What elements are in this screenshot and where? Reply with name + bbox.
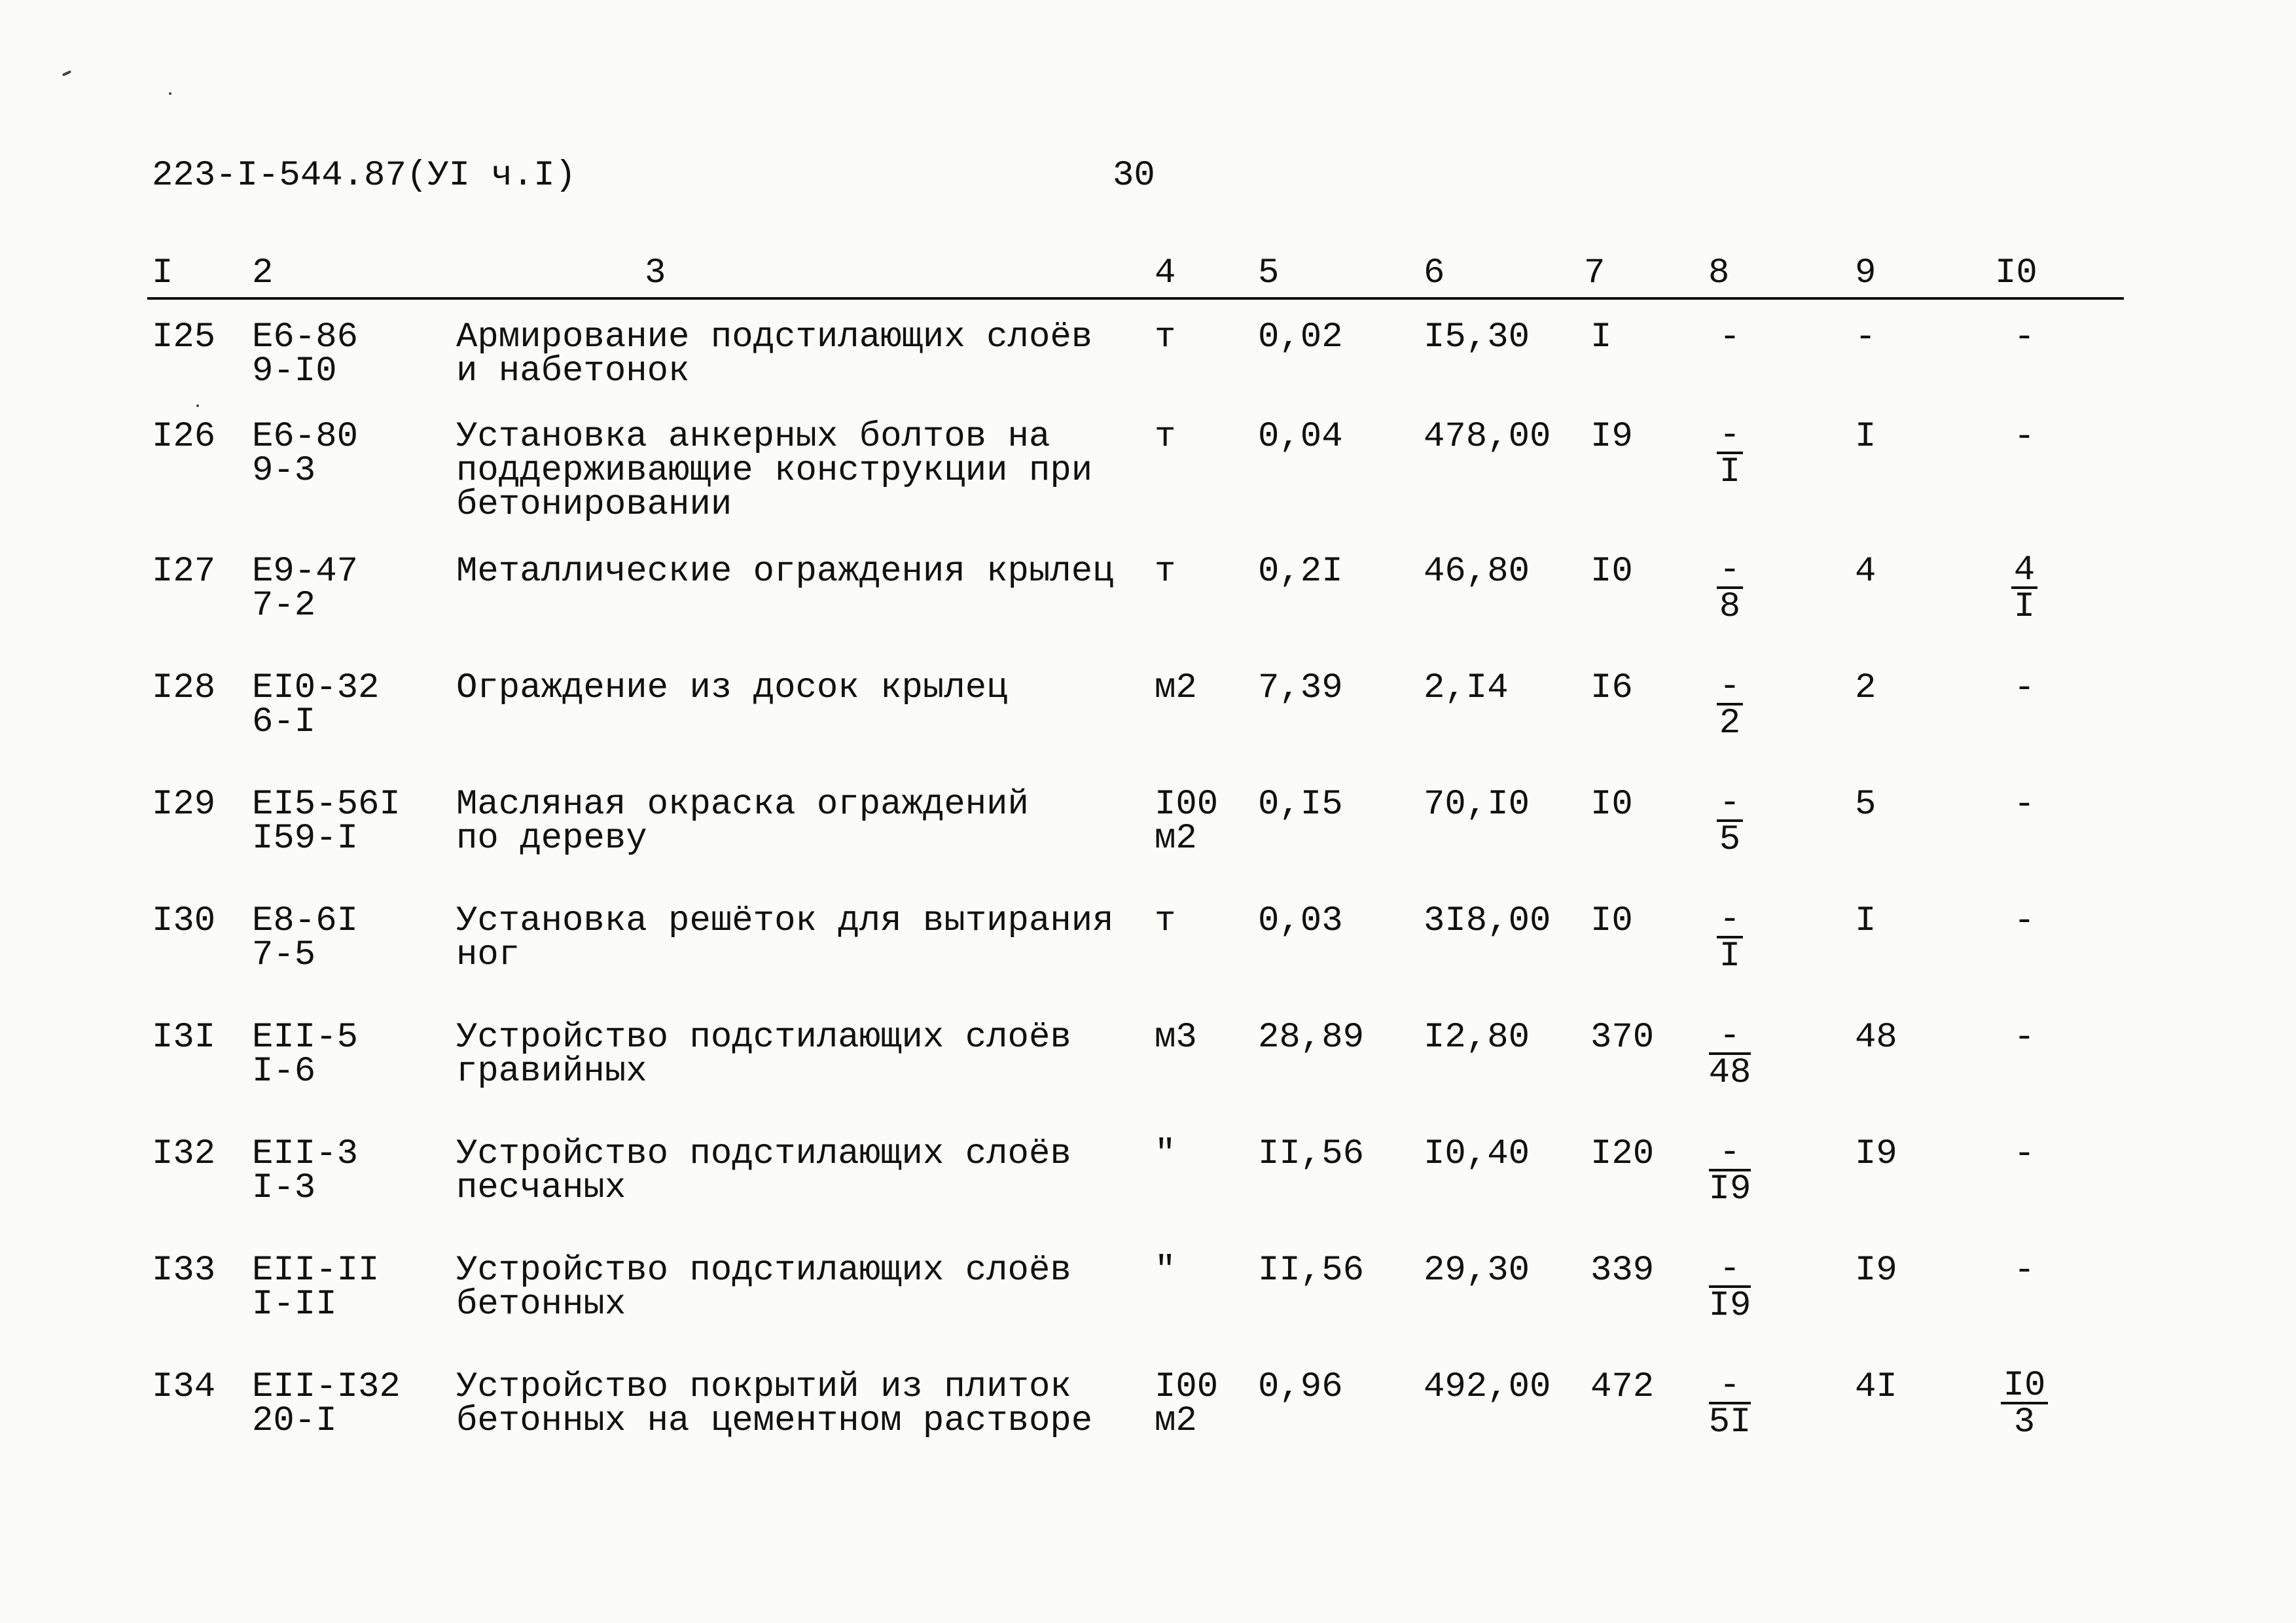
column-header-3: 3 [645,253,666,293]
column-7-value: 370 [1590,1018,1655,1058]
norm-code-line-2: I-6 [252,1052,316,1092]
work-description [456,901,1114,975]
column-10-denominator: I [2013,587,2036,627]
table-row [0,416,2296,531]
row-number: I34 [152,1367,216,1407]
column-header-5: 5 [1258,253,1280,293]
column-8-fraction [1717,416,1743,492]
description-line-3: бетонировании [456,485,732,525]
work-description [456,552,1114,592]
column-header-2: 2 [252,253,274,293]
column-10-value [1995,1251,2054,1291]
norm-code [252,1134,359,1208]
column-10-value [1995,1018,2054,1058]
description-line-2: бетонных на цементном растворе [456,1401,1093,1441]
header-rule [147,297,2124,300]
scan-speck [169,92,171,95]
column-9-value: - [1855,317,1876,357]
column-header-6: 6 [1424,253,1445,293]
column-8-denominator: 48 [1708,1053,1751,1093]
work-description [456,1367,1093,1441]
column-8-fraction [1708,1133,1751,1209]
page-number: 30 [1113,156,1155,196]
column-9-value: I9 [1855,1134,1897,1174]
quantity: 0,04 [1258,417,1343,457]
unit [1155,668,1197,708]
norm-code [252,1251,380,1325]
column-8-value [1700,783,1759,860]
column-10-fraction [2011,317,2037,357]
column-8-fraction [1708,1366,1751,1442]
row-number: I28 [152,668,216,708]
column-8-denominator: I [1719,452,1741,492]
column-header-1: I [152,253,173,293]
column-8-value [1700,1249,1759,1326]
column-10-fraction [2011,417,2037,457]
row-number: I3I [152,1018,216,1058]
unit-price: 478,00 [1424,417,1551,457]
column-7-value: I0 [1590,785,1633,825]
norm-code [252,317,359,391]
unit [1155,417,1176,457]
unit-line-1: т [1155,901,1176,941]
column-8-value [1700,667,1759,743]
unit [1155,1018,1197,1058]
column-10-numerator: - [2013,901,2036,941]
column-8-fraction [1717,783,1743,860]
column-8-fraction [1717,317,1743,357]
description-line-1: Устройство покрытий из плиток [456,1367,1071,1407]
norm-code-line-1: ЕI5-56I [252,785,401,825]
column-10-value [1995,1134,2054,1174]
unit-line-2: м2 [1155,819,1197,859]
norm-code [252,668,380,742]
unit-price: 2,I4 [1424,668,1509,708]
column-8-numerator: - [1709,1137,1751,1171]
column-8-fraction [1708,1249,1751,1326]
unit-price: 3I8,00 [1424,901,1551,941]
column-7-value: I0 [1590,901,1633,941]
column-10-value [1995,668,2054,708]
unit-price: I2,80 [1424,1018,1530,1058]
norm-code-line-1: Е6-86 [252,317,359,357]
table-row [0,1249,2296,1365]
norm-code-line-2: I-3 [252,1168,316,1208]
norm-code [252,552,359,626]
column-10-fraction [2011,1134,2037,1174]
work-description [456,785,1029,859]
quantity: 0,03 [1258,901,1343,941]
column-8-numerator: - [1717,555,1743,589]
row-number: I30 [152,901,216,941]
column-9-value: 5 [1855,785,1876,825]
column-7-value: I0 [1590,552,1633,592]
column-8-value [1700,416,1759,492]
column-9-value: I9 [1855,1251,1897,1291]
column-8-fraction [1717,667,1743,743]
unit [1155,1251,1176,1291]
column-10-value [1995,550,2054,627]
norm-code-line-1: ЕII-3 [252,1134,359,1174]
document-code: 223-I-544.87(УI ч.I) [152,156,577,196]
norm-code [252,901,359,975]
column-8-denominator: 5I [1708,1402,1751,1442]
unit [1155,901,1176,941]
column-9-value: I [1855,901,1876,941]
norm-code [252,1018,359,1092]
work-description [456,417,1093,525]
column-10-fraction [2011,550,2037,627]
unit [1155,317,1176,357]
row-number: I29 [152,785,216,825]
column-10-fraction [2011,901,2037,941]
column-8-value [1700,1016,1759,1093]
unit-price: I5,30 [1424,317,1530,357]
norm-code-line-2: 20-I [252,1401,337,1441]
table-row [0,783,2296,899]
quantity: 0,I5 [1258,785,1343,825]
norm-code [252,417,359,491]
table-row [0,900,2296,1016]
column-8-value [1700,550,1759,627]
description-line-2: по дереву [456,819,647,859]
column-10-numerator: I0 [2001,1370,2049,1404]
column-header-7: 7 [1584,253,1605,293]
column-8-numerator: - [1709,1021,1751,1055]
description-line-2: бетонных [456,1285,626,1325]
column-8-numerator: - [1717,788,1743,822]
norm-code-line-1: Е6-80 [252,417,359,457]
table-row [0,550,2296,666]
row-number: I25 [152,317,216,357]
quantity: 7,39 [1258,668,1343,708]
description-line-1: Металлические ограждения крылец [456,552,1114,592]
column-8-denominator: I9 [1708,1169,1751,1209]
scan-speck [62,70,71,77]
unit-line-1: т [1155,417,1176,457]
quantity: 0,2I [1258,552,1343,592]
column-10-value [1995,901,2054,941]
unit-price: 46,80 [1424,552,1530,592]
column-10-numerator: - [2013,417,2036,457]
column-10-numerator: - [2013,785,2036,825]
column-10-numerator: - [2013,668,2036,708]
description-line-2: гравийных [456,1052,647,1092]
norm-code-line-2: I59-I [252,819,359,859]
column-10-denominator: 3 [2013,1402,2036,1442]
column-8-denominator: 5 [1719,820,1741,860]
column-8-fraction [1708,1016,1751,1093]
column-header-10: I0 [1995,253,2037,293]
work-description [456,1134,1071,1208]
work-description [456,1018,1071,1092]
column-10-fraction [2011,1018,2037,1058]
column-9-value: I [1855,417,1876,457]
description-line-1: Установка решёток для вытирания [456,901,1114,941]
quantity: II,56 [1258,1134,1365,1174]
quantity: 0,96 [1258,1367,1343,1407]
norm-code-line-1: Е9-47 [252,552,359,592]
column-8-value [1700,317,1759,357]
column-8-numerator: - [1717,420,1743,454]
column-10-numerator: - [2013,1134,2036,1174]
column-10-fraction [2011,785,2037,825]
column-7-value: 472 [1590,1367,1655,1407]
description-line-2: и набетонок [456,351,690,391]
description-line-1: Устройство подстилающих слоёв [456,1018,1071,1058]
table-row [0,1016,2296,1132]
unit-line-1: " [1155,1251,1176,1291]
unit-price: I0,40 [1424,1134,1530,1174]
column-10-value [1995,785,2054,825]
unit-price: 29,30 [1424,1251,1530,1291]
column-7-value: I6 [1590,668,1633,708]
column-8-value [1700,1366,1759,1442]
description-line-2: песчаных [456,1168,626,1208]
column-8-fraction [1717,550,1743,627]
column-7-value: 339 [1590,1251,1655,1291]
unit-line-1: м3 [1155,1018,1197,1058]
norm-code-line-1: ЕII-II [252,1251,380,1291]
column-10-numerator: - [2013,1018,2036,1058]
unit [1155,552,1176,592]
column-10-numerator: 4 [2011,555,2037,589]
column-7-value: I9 [1590,417,1633,457]
column-8-denominator: 8 [1719,587,1741,627]
table-row [0,317,2296,432]
description-line-1: Установка анкерных болтов на [456,417,1050,457]
table-row [0,1366,2296,1482]
description-line-2: поддерживающие конструкции при [456,451,1093,491]
description-line-2: ног [456,935,520,975]
norm-code-line-2: 6-I [252,702,316,742]
norm-code-line-2: 9-I0 [252,351,337,391]
norm-code-line-2: I-II [252,1285,337,1325]
description-line-1: Ограждение из досок крылец [456,668,1008,708]
norm-code-line-2: 7-5 [252,935,316,975]
column-10-fraction [2011,1251,2037,1291]
column-8-numerator: - [1719,317,1741,357]
table-row [0,667,2296,783]
row-number: I26 [152,417,216,457]
column-10-value [1995,317,2054,357]
quantity: II,56 [1258,1251,1365,1291]
row-number: I33 [152,1251,216,1291]
unit-line-1: I00 [1155,1367,1219,1407]
norm-code-line-1: ЕII-5 [252,1018,359,1058]
description-line-1: Устройство подстилающих слоёв [456,1134,1071,1174]
column-8-denominator: I9 [1708,1286,1751,1326]
unit [1155,785,1219,859]
column-header-8: 8 [1708,253,1730,293]
unit-line-1: т [1155,552,1176,592]
unit-line-1: м2 [1155,668,1197,708]
column-10-numerator: - [2013,1251,2036,1291]
column-8-denominator: 2 [1719,704,1741,743]
description-line-1: Масляная окраска ограждений [456,785,1029,825]
norm-code-line-1: ЕI0-32 [252,668,380,708]
norm-code-line-2: 7-2 [252,586,316,626]
row-number: I32 [152,1134,216,1174]
column-10-fraction [2011,668,2037,708]
work-description [456,1251,1071,1325]
column-9-value: 4I [1855,1367,1897,1407]
column-10-value [1995,1366,2054,1442]
norm-code [252,785,401,859]
work-description [456,317,1093,391]
column-8-denominator: I [1719,936,1741,976]
column-9-value: 48 [1855,1018,1897,1058]
column-8-value [1700,1133,1759,1209]
unit-price: 70,I0 [1424,785,1530,825]
column-7-value: I [1590,317,1612,357]
column-8-numerator: - [1709,1370,1751,1404]
unit [1155,1134,1176,1174]
column-8-value [1700,900,1759,976]
norm-code-line-1: ЕII-I32 [252,1367,401,1407]
unit-line-1: т [1155,317,1176,357]
column-10-value [1995,417,2054,457]
column-header-9: 9 [1855,253,1876,293]
unit-price: 492,00 [1424,1367,1551,1407]
norm-code [252,1367,401,1441]
column-10-fraction [2001,1366,2049,1442]
quantity: 0,02 [1258,317,1343,357]
column-8-fraction [1717,900,1743,976]
column-8-numerator: - [1709,1254,1751,1288]
column-header-4: 4 [1155,253,1176,293]
unit-line-1: " [1155,1134,1176,1174]
column-8-numerator: - [1717,904,1743,938]
column-9-value: 2 [1855,668,1876,708]
quantity: 28,89 [1258,1018,1365,1058]
column-10-numerator: - [2013,317,2036,357]
unit-line-2: м2 [1155,1401,1197,1441]
unit-line-1: I00 [1155,785,1219,825]
description-line-1: Устройство подстилающих слоёв [456,1251,1071,1291]
column-9-value: 4 [1855,552,1876,592]
column-8-numerator: - [1717,671,1743,705]
row-number: I27 [152,552,216,592]
table-row [0,1133,2296,1249]
unit [1155,1367,1219,1441]
description-line-1: Армирование подстилающих слоёв [456,317,1093,357]
norm-code-line-1: Е8-6I [252,901,359,941]
work-description [456,668,1008,708]
column-7-value: I20 [1590,1134,1655,1174]
norm-code-line-2: 9-3 [252,451,316,491]
